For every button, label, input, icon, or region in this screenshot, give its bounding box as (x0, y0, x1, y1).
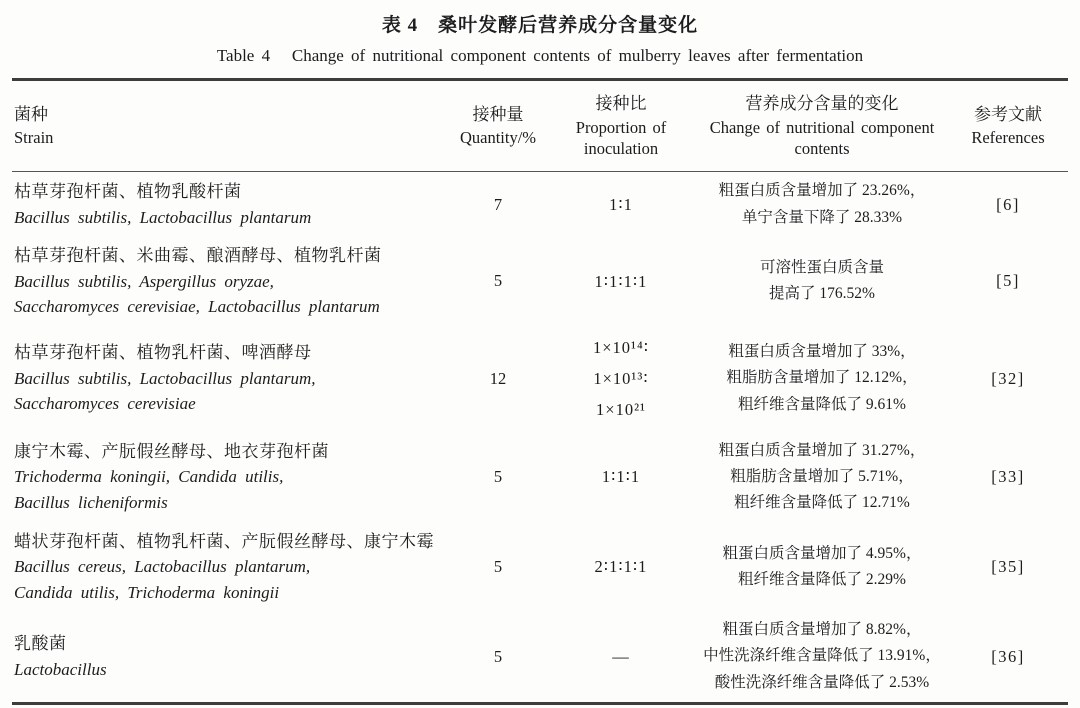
header-strain-en: Strain (14, 128, 54, 148)
strain-cell (12, 326, 450, 432)
table-row (12, 237, 1068, 326)
reference-cell: [6] (996, 194, 1020, 214)
proportion-cell: 1∶1∶1 (601, 467, 641, 487)
header-references-en: References (971, 128, 1045, 148)
strain-cell (12, 611, 450, 704)
header-proportion-zh: 接种比 (595, 94, 647, 113)
reference-cell: [33] (991, 467, 1025, 487)
strain-cell (12, 523, 450, 612)
change-cell: 粗蛋白质含量增加了 23.26%， 单宁含量下降了 28.33% (718, 182, 926, 226)
reference-cell: [5] (996, 271, 1020, 291)
header-change-en: Change of nutritional component contents (709, 117, 935, 158)
table-title-zh: 表 4 桑叶发酵后营养成分含量变化 (381, 15, 699, 36)
strain-name-zh: 康宁木霉、产朊假丝酵母、地衣芽孢杆菌 (14, 441, 329, 461)
table-title-en: Table 4 Change of nutritional component contents of mulberry leaves after fermentation (216, 46, 864, 65)
quantity-cell: 5 (493, 646, 503, 666)
change-cell: 粗蛋白质含量增加了 31.27%， 粗脂肪含量增加了 5.71%， 粗纤维含量降低了 12.71% (718, 441, 926, 512)
header-strain-zh: 菌种 (14, 104, 48, 124)
strain-cell (12, 432, 450, 523)
reference-cell: [32] (991, 368, 1025, 388)
header-change-zh: 营养成分含量的变化 (745, 94, 899, 113)
header-quantity-zh: 接种量 (472, 104, 524, 124)
strain-name-zh: 枯草芽孢杆菌、植物乳酸杆菌 (14, 182, 242, 202)
quantity-cell: 12 (489, 368, 507, 388)
proportion-cell: 1×10¹⁴∶ 1×10¹³∶ 1×10²¹ (592, 337, 650, 420)
reference-cell: [36] (991, 646, 1025, 666)
change-cell: 粗蛋白质含量增加了 33%， 粗脂肪含量增加了 12.12%， 粗纤维含量降低了 9.61% (726, 343, 918, 413)
reference-cell: [35] (991, 556, 1025, 576)
change-cell: 粗蛋白质含量增加了 4.95%， 粗纤维含量降低了 2.29% (722, 544, 922, 588)
header-references-zh: 参考文献 (974, 104, 1042, 124)
strain-name-zh: 枯草芽孢杆菌、米曲霉、酿酒酵母、植物乳杆菌 (14, 246, 382, 266)
proportion-cell: 2∶1∶1∶1 (594, 557, 648, 577)
change-cell: 粗蛋白质含量增加了 8.82%， 中性洗涤纤维含量降低了 13.91%， 酸性洗涤纤维含量降低了 2.53% (703, 621, 941, 691)
table-row (12, 523, 1068, 612)
strain-name-zh: 乳酸菌 (14, 634, 67, 654)
quantity-cell: 7 (493, 194, 503, 214)
strain-name-latin: Bacillus subtilis, Aspergillus oryzae, Saccharomyces cerevisiae, Lactobacillus plantarum (14, 271, 380, 317)
strain-name-latin: Lactobacillus (14, 659, 107, 679)
strain-name-latin: Bacillus cereus, Lactobacillus plantarum, Candida utilis, Trichoderma koningii (14, 557, 311, 602)
table-row (12, 432, 1068, 523)
nutrition-change-table (12, 78, 1068, 705)
proportion-cell: — (612, 646, 630, 666)
header-change (696, 80, 948, 172)
strain-name-latin: Trichoderma koningii, Candida utilis, Bacillus licheniformis (14, 467, 284, 512)
header-proportion (546, 80, 696, 172)
proportion-cell: 1∶1 (609, 195, 633, 215)
header-row (12, 80, 1068, 172)
strain-name-latin: Bacillus subtilis, Lactobacillus plantarum (14, 207, 312, 227)
table-row (12, 326, 1068, 432)
strain-cell (12, 172, 450, 237)
proportion-cell: 1∶1∶1∶1 (594, 271, 648, 291)
strain-cell (12, 237, 450, 326)
header-proportion-en: Proportion of inoculation (575, 117, 667, 158)
quantity-cell: 5 (493, 271, 503, 291)
strain-name-latin: Bacillus subtilis, Lactobacillus plantarum, Saccharomyces cerevisiae (14, 368, 316, 414)
table-row (12, 611, 1068, 704)
change-cell: 可溶性蛋白质含量 提高了 176.52% (759, 258, 884, 303)
header-strain (12, 80, 450, 172)
quantity-cell: 5 (493, 556, 503, 576)
header-quantity (450, 80, 546, 172)
quantity-cell: 5 (493, 467, 503, 487)
strain-name-zh: 枯草芽孢杆菌、植物乳杆菌、啤酒酵母 (14, 343, 312, 363)
header-quantity-en: Quantity/% (459, 128, 537, 148)
strain-name-zh: 蜡状芽孢杆菌、植物乳杆菌、产朊假丝酵母、康宁木霉 (14, 531, 434, 551)
header-references (948, 80, 1068, 172)
table-row (12, 172, 1068, 237)
